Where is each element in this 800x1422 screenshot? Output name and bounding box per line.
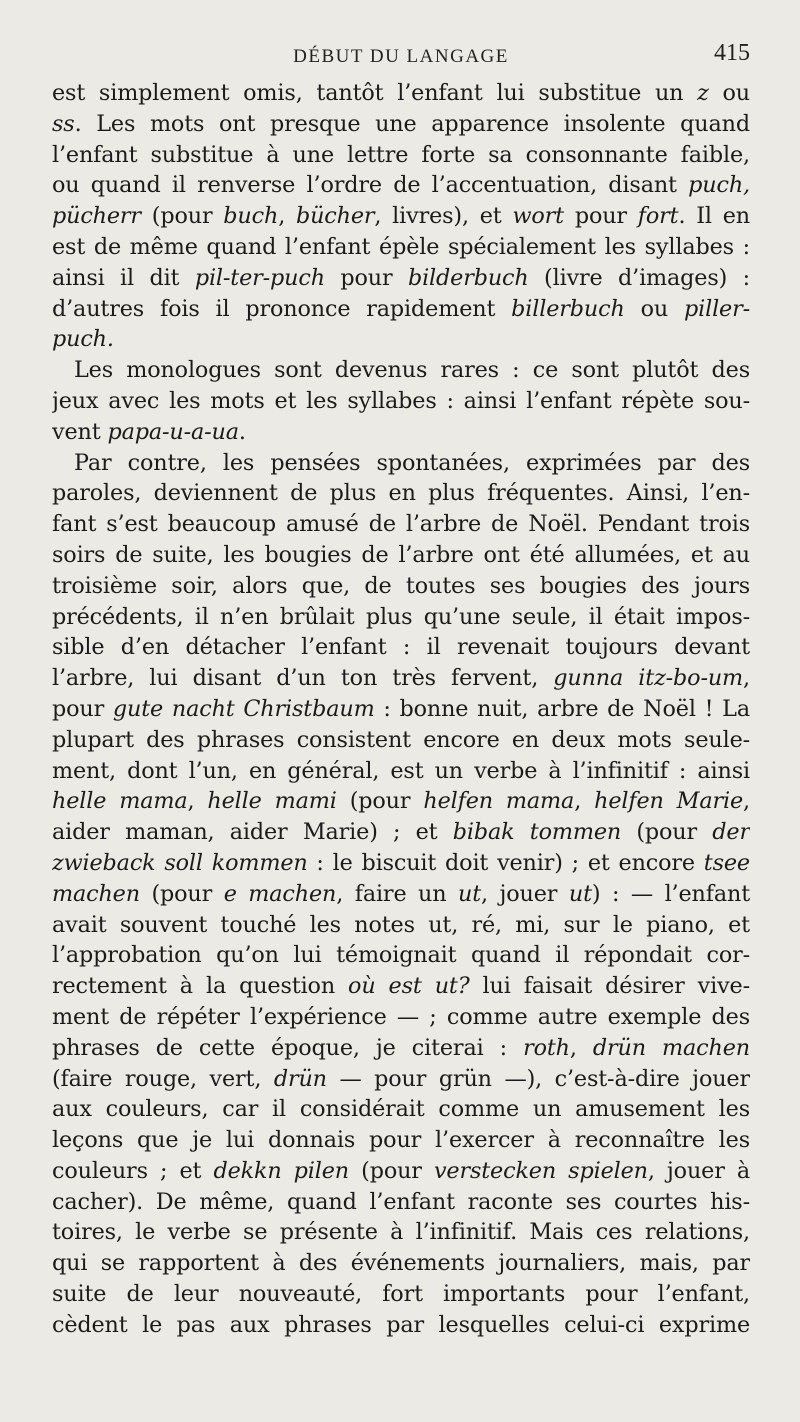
text-line: est de même quand l’enfant épèle spécialement les syllabes : — [52, 233, 750, 260]
text-line: ss. Les mots ont presque une apparence insolente quand — [52, 110, 750, 137]
text-line: (faire rouge, vert, drün — pour grün —), c’est-à-dire jouer — [52, 1065, 750, 1092]
page-number: 415 — [714, 40, 750, 66]
text-line: rectement à la question où est ut? lui faisait désirer vive- — [52, 973, 750, 1000]
text-line: soirs de suite, les bougies de l’arbre ont été allumées, et au — [52, 541, 750, 568]
text-line: pour gute nacht Christbaum : bonne nuit, arbre de Noël ! La — [52, 695, 750, 722]
text-line: l’approbation qu’on lui témoignait quand il répondait cor- — [52, 942, 750, 969]
text-line: zwieback soll kommen : le biscuit doit venir) ; et encore tsee — [52, 849, 750, 876]
text-line: qui se rapportent à des événements journaliers, mais, par — [52, 1250, 750, 1277]
text-line: leçons que je lui donnais pour l’exercer à reconnaître les — [52, 1127, 750, 1154]
text-line: fant s’est beaucoup amusé de l’arbre de Noël. Pendant trois — [52, 511, 750, 538]
text-line: cèdent le pas aux phrases par lesquelles celui-ci exprime — [52, 1311, 750, 1338]
text-line: l’arbre, lui disant d’un ton très fervent, gunna itz-bo-um, — [52, 665, 750, 692]
text-line: machen (pour e machen, faire un ut, jouer ut) : — l’enfant — [52, 880, 750, 907]
text-line: sible d’en détacher l’enfant : il revenait toujours devant — [52, 634, 750, 661]
text-line: aux couleurs, car il considérait comme un amusement les — [52, 1096, 750, 1123]
text-line: ment, dont l’un, en général, est un verbe à l’infinitif : ainsi — [52, 757, 750, 784]
text-line: troisième soir, alors que, de toutes ses bougies des jours — [52, 572, 750, 599]
text-line: plupart des phrases consistent encore en deux mots seule- — [52, 726, 750, 753]
text-line: pücherr (pour buch, bücher, livres), et wort pour fort. Il en — [52, 203, 750, 230]
text-line: cacher). De même, quand l’enfant raconte ses courtes his- — [52, 1188, 750, 1215]
text-line: ment de répéter l’expérience — ; comme autre exemple des — [52, 1003, 750, 1030]
text-line: ainsi il dit pil-ter-puch pour bilderbuch (livre d’images) : — [52, 264, 750, 291]
text-line: est simplement omis, tantôt l’enfant lui substitue un z ou — [52, 80, 750, 106]
text-line: couleurs ; et dekkn pilen (pour verstecken spielen, jouer à — [52, 1157, 750, 1184]
text-line: helle mama, helle mami (pour helfen mama, helfen Marie, — [52, 788, 750, 815]
page-header — [52, 34, 750, 74]
body-text — [52, 78, 750, 1341]
text-line: avait souvent touché les notes ut, ré, mi, sur le piano, et — [52, 911, 750, 938]
text-line: Par contre, les pensées spontanées, exprimées par des — [74, 449, 750, 476]
text-line: paroles, deviennent de plus en plus fréquentes. Ainsi, l’en- — [52, 480, 750, 507]
running-title: DÉBUT DU LANGAGE — [293, 46, 509, 67]
text-line: puch. — [52, 326, 114, 353]
text-line: Les monologues sont devenus rares : ce sont plutôt des — [74, 357, 750, 384]
text-line: d’autres fois il prononce rapidement billerbuch ou piller- — [52, 295, 750, 322]
text-line: aider maman, aider Marie) ; et bibak tommen (pour der — [52, 819, 750, 846]
text-line: précédents, il n’en brûlait plus qu’une seule, il était impos- — [52, 603, 750, 630]
text-line: suite de leur nouveauté, fort importants pour l’enfant, — [52, 1281, 750, 1308]
text-line: toires, le verbe se présente à l’infinitif. Mais ces relations, — [52, 1219, 750, 1246]
text-line: ou quand il renverse l’ordre de l’accentuation, disant puch, — [52, 172, 750, 199]
text-line: l’enfant substitue à une lettre forte sa consonnante faible, — [52, 141, 750, 168]
text-line: phrases de cette époque, je citerai : roth, drün machen — [52, 1034, 750, 1061]
text-line: jeux avec les mots et les syllabes : ainsi l’enfant répète sou- — [52, 387, 750, 414]
text-line: vent papa-u-a-ua. — [52, 418, 246, 445]
